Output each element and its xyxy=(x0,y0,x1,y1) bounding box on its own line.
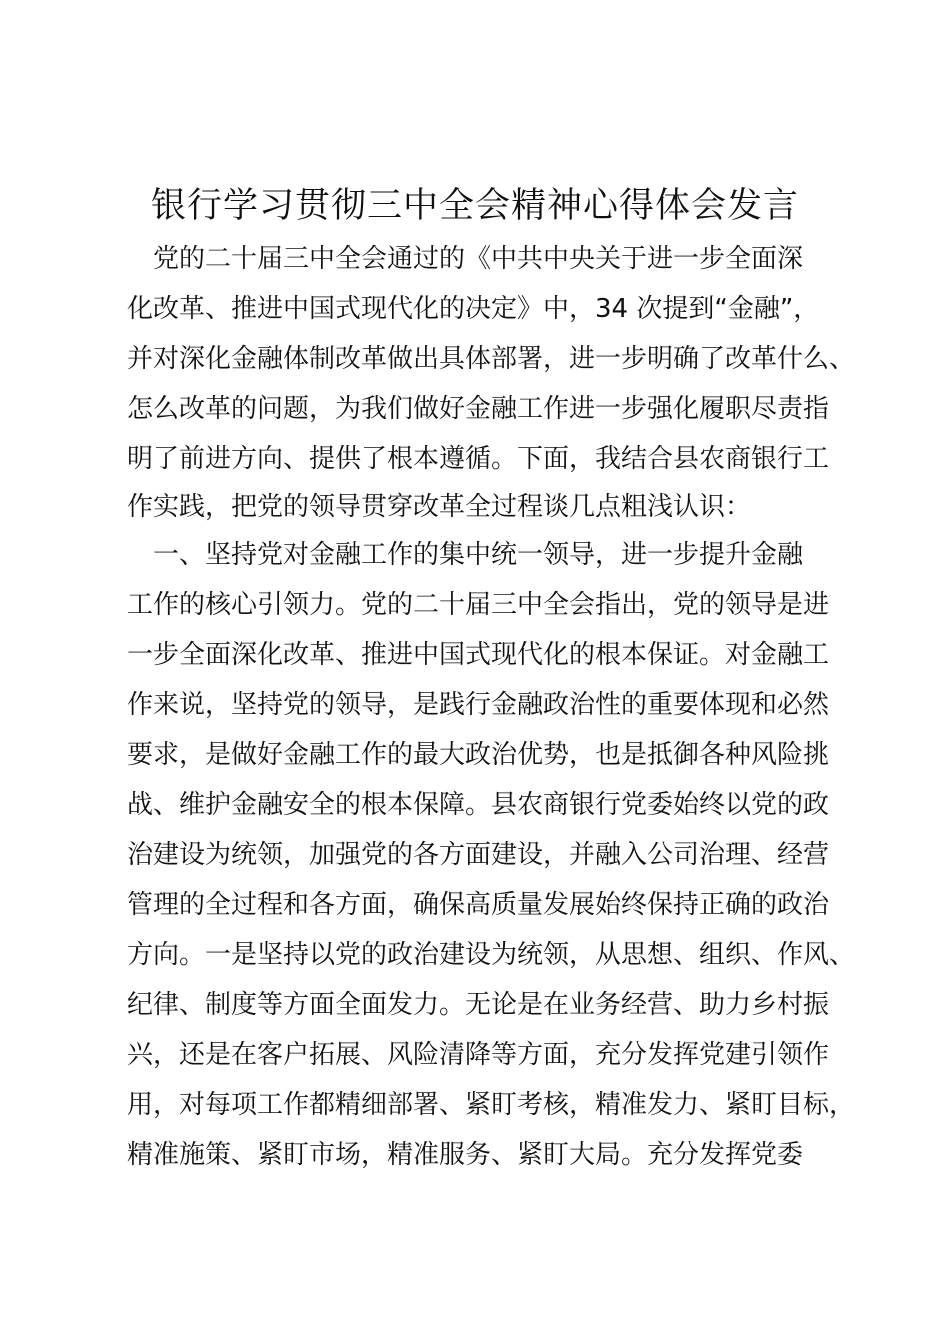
document-title: 银行学习贯彻三中全会精神心得体会发言 xyxy=(150,186,799,226)
body-line: 方向。一是坚持以党的政治建设为统领，从思想、组织、作风、 xyxy=(127,940,856,970)
body-line: 战、维护金融安全的根本保障。县农商银行党委始终以党的政 xyxy=(127,790,830,820)
body-line: 精准施策、紧盯市场，精准服务、紧盯大局。充分发挥党委 xyxy=(127,1140,804,1170)
body-line: 治建设为统领，加强党的各方面建设，并融入公司治理、经营 xyxy=(127,840,830,870)
body-line: 化改革、推进中国式现代化的决定》中，34 次提到“金融”， xyxy=(127,294,820,324)
body-line: 怎么改革的问题，为我们做好金融工作进一步强化履职尽责指 xyxy=(127,394,830,424)
body-line: 作实践，把党的领导贯穿改革全过程谈几点粗浅认识： xyxy=(127,492,752,522)
body-line: 管理的全过程和各方面，确保高质量发展始终保持正确的政治 xyxy=(127,890,830,920)
body-line: 一步全面深化改革、推进中国式现代化的根本保证。对金融工 xyxy=(127,640,830,670)
body-line: 兴，还是在客户拓展、风险清降等方面，充分发挥党建引领作 xyxy=(127,1040,830,1070)
body-line: 明了前进方向、提供了根本遵循。下面，我结合县农商银行工 xyxy=(127,444,830,474)
body-line: 用，对每项工作都精细部署、紧盯考核，精准发力、紧盯目标， xyxy=(127,1090,856,1120)
body-line: 作来说，坚持党的领导，是践行金融政治性的重要体现和必然 xyxy=(127,690,830,720)
body-line: 一、坚持党对金融工作的集中统一领导，进一步提升金融 xyxy=(127,540,804,570)
body-line: 工作的核心引领力。党的二十届三中全会指出，党的领导是进 xyxy=(127,590,830,620)
body-line: 纪律、制度等方面全面发力。无论是在业务经营、助力乡村振 xyxy=(127,990,830,1020)
body-line: 并对深化金融体制改革做出具体部署，进一步明确了改革什么、 xyxy=(127,344,856,374)
body-line: 要求，是做好金融工作的最大政治优势，也是抵御各种风险挑 xyxy=(127,740,830,770)
body-line: 党的二十届三中全会通过的《中共中央关于进一步全面深 xyxy=(127,244,804,274)
